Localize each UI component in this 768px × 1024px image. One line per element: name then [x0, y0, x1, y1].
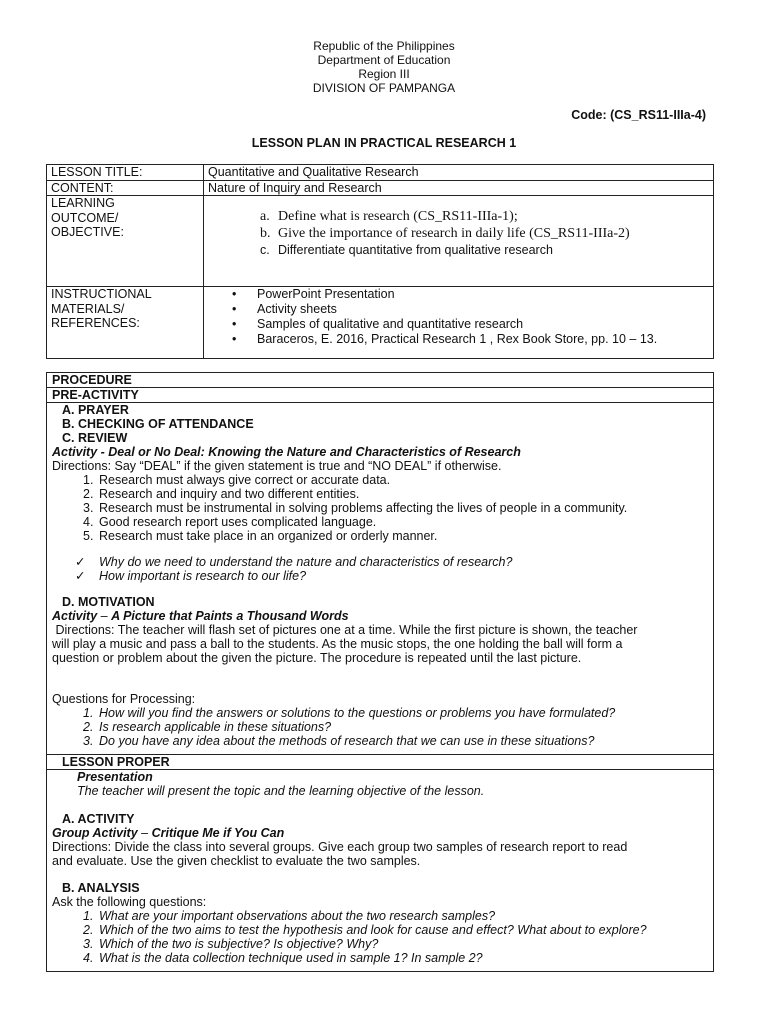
- materials-label-line-3: REFERENCES:: [51, 316, 140, 330]
- lesson-title-label: LESSON TITLE:: [47, 165, 204, 181]
- procedure-box: [46, 372, 714, 972]
- content-label: CONTENT:: [47, 180, 204, 196]
- objective-item: [208, 225, 709, 242]
- review-question-list: [47, 555, 713, 583]
- processing-question-list: [47, 706, 713, 748]
- motivation-activity-title: Activity – A Picture that Paints a Thousand Words: [52, 609, 349, 623]
- review-statement: 4. Good research report uses complicated language.: [83, 515, 377, 529]
- materials-label-line-2: MATERIALS/: [51, 301, 125, 316]
- objective-item: [208, 242, 709, 258]
- procedure-heading: PROCEDURE: [47, 373, 713, 388]
- objective-text: Differentiate quantitative from qualitative research: [278, 243, 553, 257]
- review-statement: 3. Research must be instrumental in solving problems affecting the lives of people in a community.: [83, 501, 628, 515]
- objective-label-line-2: OUTCOME/: [51, 210, 119, 225]
- pre-activity-heading: PRE-ACTIVITY: [47, 388, 713, 403]
- processing-question: 3. Do you have any idea about the methods of research that we can use in these situations?: [83, 734, 595, 748]
- document-title: LESSON PLAN IN PRACTICAL RESEARCH 1: [251, 136, 517, 150]
- check-icon: ✓: [75, 569, 86, 583]
- review-question: ✓ Why do we need to understand the nature and characteristics of research?: [75, 555, 513, 569]
- activity-heading: A. ACTIVITY: [62, 812, 135, 826]
- materials-label: [47, 287, 204, 359]
- content-value: Nature of Inquiry and Research: [204, 180, 714, 196]
- attendance-heading: B. CHECKING OF ATTENDANCE: [62, 417, 254, 431]
- materials-row: [47, 287, 714, 359]
- review-statement: 1. Research must always give correct or accurate data.: [83, 473, 391, 487]
- objective-marker: a.: [260, 209, 270, 224]
- review-statement: 2. Research and inquiry and two different entities.: [83, 487, 360, 501]
- presentation-heading: Presentation: [77, 770, 153, 784]
- presentation-text: The teacher will present the topic and the learning objective of the lesson.: [77, 784, 485, 798]
- document-header: [0, 39, 768, 95]
- header-line-3: Region III: [358, 67, 410, 81]
- analysis-heading: B. ANALYSIS: [62, 881, 140, 895]
- processing-question: 1. How will you find the answers or solutions to the questions or problems you have formulated?: [83, 706, 616, 720]
- check-icon: ✓: [75, 555, 86, 569]
- lesson-proper-heading: LESSON PROPER: [47, 755, 713, 770]
- analysis-intro: Ask the following questions:: [52, 895, 207, 909]
- review-statement-list: [47, 473, 713, 543]
- header-line-1: Republic of the Philippines: [313, 39, 455, 53]
- review-directions: Directions: Say “DEAL” if the given statement is true and “NO DEAL” if otherwise.: [52, 459, 502, 473]
- header-line-2: Department of Education: [317, 53, 451, 67]
- review-question: ✓ How important is research to our life?: [75, 569, 307, 583]
- objective-text: Give the importance of research in daily life (CS_RS11-IIIa-2): [278, 226, 630, 241]
- analysis-question: 1. What are your important observations about the two research samples?: [83, 909, 496, 923]
- lesson-info-table: [46, 164, 714, 359]
- header-line-4: DIVISION OF PAMPANGA: [312, 81, 456, 95]
- objective-row: [47, 196, 714, 287]
- review-activity-title: Activity - Deal or No Deal: Knowing the Nature and Characteristics of Research: [52, 445, 521, 459]
- lesson-title-row: [47, 165, 714, 181]
- materials-list: [208, 287, 709, 347]
- objective-text: Define what is research (CS_RS11-IIIa-1);: [278, 209, 518, 224]
- objective-label-line-1: LEARNING: [51, 196, 115, 210]
- objective-cell: [204, 196, 714, 287]
- materials-label-line-1: INSTRUCTIONAL: [51, 287, 152, 301]
- objective-label-line-3: OBJECTIVE:: [51, 225, 124, 239]
- analysis-question: 4. What is the data collection technique used in sample 1? In sample 2?: [83, 951, 483, 965]
- objective-marker: b.: [260, 226, 271, 241]
- motivation-heading: D. MOTIVATION: [62, 595, 155, 609]
- processing-label: Questions for Processing:: [52, 692, 196, 706]
- lesson-title-value: Quantitative and Qualitative Research: [204, 165, 714, 181]
- objective-item: [208, 208, 709, 225]
- motivation-directions: Directions: The teacher will flash set of pictures one at a time. While the first picture is shown, the teacher will play a music and pass a ball to the students. As the music stops, the one holding the ball will form a question or problem about the given the picture. The procedure is repeated until the last picture.: [52, 623, 638, 665]
- objective-label: [47, 196, 204, 287]
- material-item: • PowerPoint Presentation: [208, 287, 709, 302]
- material-item: • Activity sheets: [208, 302, 709, 317]
- review-statement: 5. Research must take place in an organized or orderly manner.: [83, 529, 438, 543]
- material-item: • Baraceros, E. 2016, Practical Research 1 , Rex Book Store, pp. 10 – 13.: [208, 332, 709, 347]
- prayer-heading: A. PRAYER: [62, 403, 129, 417]
- analysis-question-list: [47, 909, 713, 965]
- review-heading: C. REVIEW: [62, 431, 128, 445]
- processing-question: 2. Is research applicable in these situations?: [83, 720, 332, 734]
- objective-marker: c.: [260, 243, 270, 257]
- group-directions: Directions: Divide the class into several groups. Give each group two samples of research report to read and evaluate. Use the given checklist to evaluate the two samples.: [52, 840, 628, 868]
- analysis-question: 2. Which of the two aims to test the hypothesis and look for cause and effect? What about to explore?: [83, 923, 647, 937]
- lesson-code: Code: (CS_RS11-IIIa-4): [571, 108, 706, 122]
- analysis-question: 3. Which of the two is subjective? Is objective? Why?: [83, 937, 379, 951]
- material-item: • Samples of qualitative and quantitative research: [208, 317, 709, 332]
- materials-cell: [204, 287, 714, 359]
- group-activity-title: Group Activity – Critique Me if You Can: [52, 826, 285, 840]
- content-row: [47, 180, 714, 196]
- objective-list: [208, 208, 709, 258]
